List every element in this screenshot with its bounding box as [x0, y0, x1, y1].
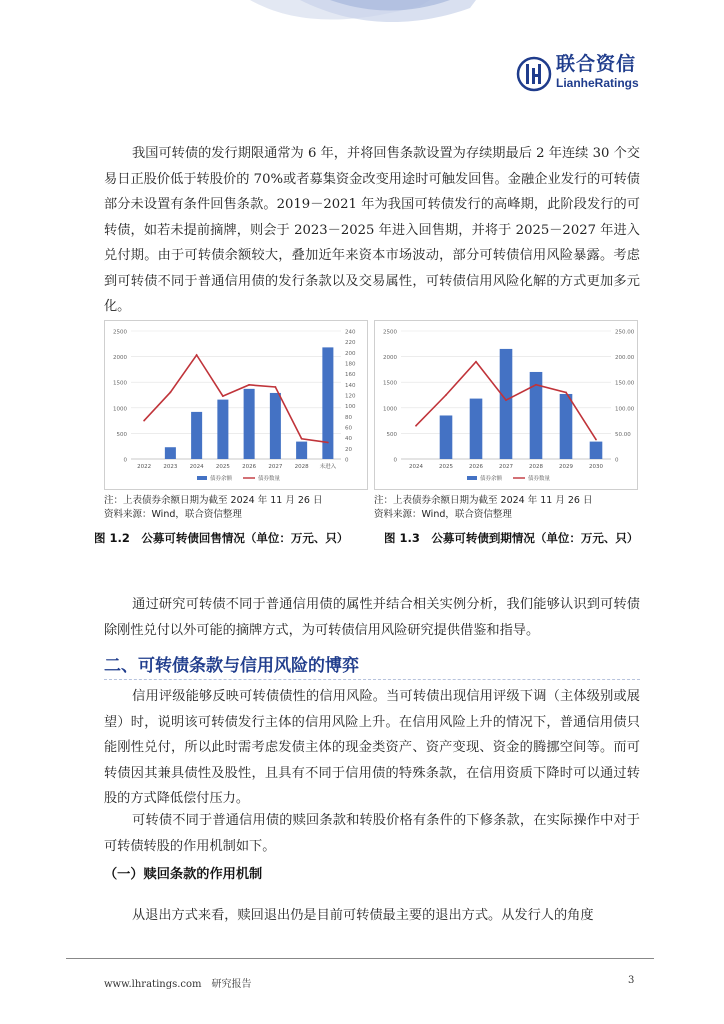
chart2-bar [590, 442, 603, 459]
chart2-bar [560, 394, 573, 459]
chart2-y-right-tick: 0 [615, 457, 619, 464]
chart2-x-tick: 2024 [409, 464, 423, 470]
chart1-x-tick: 2028 [294, 464, 309, 470]
chart2-line-point [415, 425, 417, 427]
chart1-bar [217, 400, 228, 459]
chart1-y-left-tick: 1500 [113, 380, 127, 387]
chart1-y-right-tick: 140 [345, 382, 356, 389]
chart2-y-right-tick: 100.00 [615, 406, 635, 413]
chart2-x-tick: 2029 [559, 464, 573, 470]
section-title: 二、可转债条款与信用风险的博弈 [104, 656, 359, 676]
fig2-caption: 图 1.3 公募可转债到期情况（单位：万元、只） [384, 531, 639, 545]
chart2-line-point [445, 394, 447, 396]
chart2-legend-bar-label: 债券余额 [480, 476, 503, 482]
chart2-legend-bar-swatch [467, 476, 477, 480]
chart-putback-svg [105, 321, 367, 489]
chart2-y-right-tick: 200.00 [615, 355, 635, 362]
fig1-note [104, 494, 322, 522]
chart1-y-right-tick: 240 [345, 329, 356, 336]
paragraph-intro-text: 我国可转债的发行期限通常为 6 年，并将回售条款设置为存续期最后 2 年连续 30 个交易日正股价低于转股价的 70%或者募集资金改变用途时可触发回售。金融企业发行的可转债部分未设置有条件回售条款。2019－2021 年为我国可转债发行的高峰期，此阶段发行的可转债，如若未提前摘牌，则会于 2023－2025 年进入回售期，并将于 2025－2027 年进入兑付期。由于可转债余额较大，叠加近年来资本市场波动，部分可转债信用风险暴露。考虑到可转债不同于普通信用债的发行条款以及交易属性，可转债信用风险化解的方式更加多元化。 [104, 146, 640, 314]
chart2-line-point [565, 392, 567, 394]
chart2-bar [470, 399, 483, 459]
logo-chinese-name: 联合资信 [556, 53, 637, 75]
chart2-y-left-tick: 1500 [383, 380, 397, 387]
fig1-caption: 图 1.2 公募可转债回售情况（单位：万元、只） [94, 531, 349, 545]
paragraph-mechanism [104, 808, 640, 859]
brand-logo [516, 54, 646, 94]
chart-putback [104, 320, 368, 490]
chart1-x-tick: 2027 [268, 464, 283, 470]
chart1-x-tick: 2023 [163, 464, 178, 470]
chart1-line-point [248, 384, 250, 386]
chart2-x-tick: 2025 [439, 464, 453, 470]
logo-english-name: LianheRatings [556, 76, 639, 90]
paragraph-rating-text: 信用评级能够反映可转债债性的信用风险。当可转债出现信用评级下调（主体级别或展望）时，说明该可转债发行主体的信用风险上升。在信用风险上升的情况下，普通信用债只能刚性兑付，所以此时需考虑发债主体的现金类资产、资产变现、资金的腾挪空间等。而可转债因其兼具债性及股性，且具有不同于信用债的特殊条款，在信用资质下降时可以通过转股的方式降低偿付压力。 [104, 689, 640, 806]
chart1-y-right-tick: 100 [345, 404, 356, 411]
chart1-y-right-tick: 0 [345, 457, 349, 464]
chart1-x-tick: 2024 [189, 464, 204, 470]
chart1-legend-line-label: 债券数量 [258, 476, 281, 482]
chart1-line-series [144, 355, 328, 442]
chart1-line-point [196, 354, 198, 356]
paragraph-research-text: 通过研究可转债不同于普通信用债的属性并结合相关实例分析，我们能够认识到可转债除刚性兑付以外可能的摘牌方式，为可转债信用风险研究提供借鉴和指导。 [104, 597, 640, 638]
fig2-note-date: 注：上表债券余额日期为截至 2024 年 11 月 26 日 [374, 495, 593, 506]
chart1-y-right-tick: 160 [345, 372, 356, 379]
fig1-note-source: 资料来源：Wind，联合资信整理 [104, 509, 242, 520]
chart1-bar [270, 393, 281, 459]
chart-maturity-svg [375, 321, 637, 489]
chart1-x-tick: 2022 [137, 464, 152, 470]
chart1-bar [165, 447, 176, 459]
chart1-line-point [169, 391, 171, 393]
chart1-y-right-tick: 20 [345, 446, 352, 453]
paragraph-redemption [104, 903, 640, 929]
chart2-y-left-tick: 2500 [383, 329, 397, 336]
logo-mark-icon [516, 56, 552, 92]
chart2-x-tick: 2027 [499, 464, 513, 470]
chart2-bar [500, 349, 513, 459]
chart2-x-tick: 2026 [469, 464, 483, 470]
paragraph-research [104, 592, 640, 643]
chart1-y-left-tick: 2500 [113, 329, 127, 336]
fig2-note [374, 494, 592, 522]
section-divider [104, 679, 640, 680]
chart2-x-tick: 2028 [529, 464, 543, 470]
chart2-y-right-tick: 250.00 [615, 329, 635, 336]
chart1-y-right-tick: 120 [345, 393, 356, 400]
subsection-title: （一）赎回条款的作用机制 [104, 867, 263, 882]
chart1-y-right-tick: 40 [345, 436, 352, 443]
chart1-y-right-tick: 60 [345, 425, 352, 432]
chart2-y-left-tick: 2000 [383, 355, 397, 362]
chart2-y-right-tick: 150.00 [615, 380, 635, 387]
chart2-y-left-tick: 500 [386, 431, 397, 438]
paragraph-intro [104, 141, 640, 320]
chart1-y-right-tick: 180 [345, 361, 356, 368]
chart1-line-point [222, 395, 224, 397]
chart2-line-point [505, 399, 507, 401]
chart1-line-point [143, 420, 145, 422]
chart1-x-tick: 2025 [215, 464, 230, 470]
chart1-line-point [301, 438, 303, 440]
footer-page-number: 3 [628, 975, 635, 986]
chart2-x-tick: 2030 [589, 464, 603, 470]
chart1-y-left-tick: 2000 [113, 355, 127, 362]
chart1-y-left-tick: 0 [123, 457, 127, 464]
chart2-line-point [595, 439, 597, 441]
chart2-line-point [535, 384, 537, 386]
chart2-y-left-tick: 0 [393, 457, 397, 464]
chart1-line-point [274, 386, 276, 388]
chart1-line-point [327, 442, 329, 444]
chart1-y-right-tick: 220 [345, 340, 356, 347]
chart1-x-tick: 2026 [242, 464, 257, 470]
paragraph-mechanism-text: 可转债不同于普通信用债的赎回条款和转股价格有条件的下修条款，在实际操作中对于可转债转股的作用机制如下。 [104, 813, 640, 854]
chart1-bar [296, 442, 307, 459]
chart1-bar [191, 412, 202, 459]
footer-divider [66, 958, 654, 959]
paragraph-redemption-text: 从退出方式来看，赎回退出仍是目前可转债最主要的退出方式。从发行人的角度 [132, 908, 594, 923]
chart-maturity [374, 320, 638, 490]
chart2-legend-line-label: 债券数量 [528, 476, 551, 482]
chart1-y-left-tick: 1000 [113, 406, 127, 413]
footer-site[interactable]: www.lhratings.com 研究报告 [104, 979, 252, 990]
chart1-y-right-tick: 80 [345, 414, 352, 421]
chart1-bar [244, 389, 255, 459]
chart2-y-left-tick: 1000 [383, 406, 397, 413]
fig1-note-date: 注：上表债券余额日期为截至 2024 年 11 月 26 日 [104, 495, 323, 506]
chart2-bar [440, 415, 453, 459]
chart2-y-right-tick: 50.00 [615, 431, 631, 438]
chart1-x-tick: 未进入 [319, 464, 337, 470]
paragraph-rating [104, 684, 640, 812]
chart2-line-point [475, 361, 477, 363]
chart1-y-left-tick: 500 [116, 431, 127, 438]
chart1-y-right-tick: 200 [345, 350, 356, 357]
fig2-note-source: 资料来源：Wind，联合资信整理 [374, 509, 512, 520]
chart1-legend-bar-swatch [197, 476, 207, 480]
chart1-legend-bar-label: 债券余额 [210, 476, 233, 482]
